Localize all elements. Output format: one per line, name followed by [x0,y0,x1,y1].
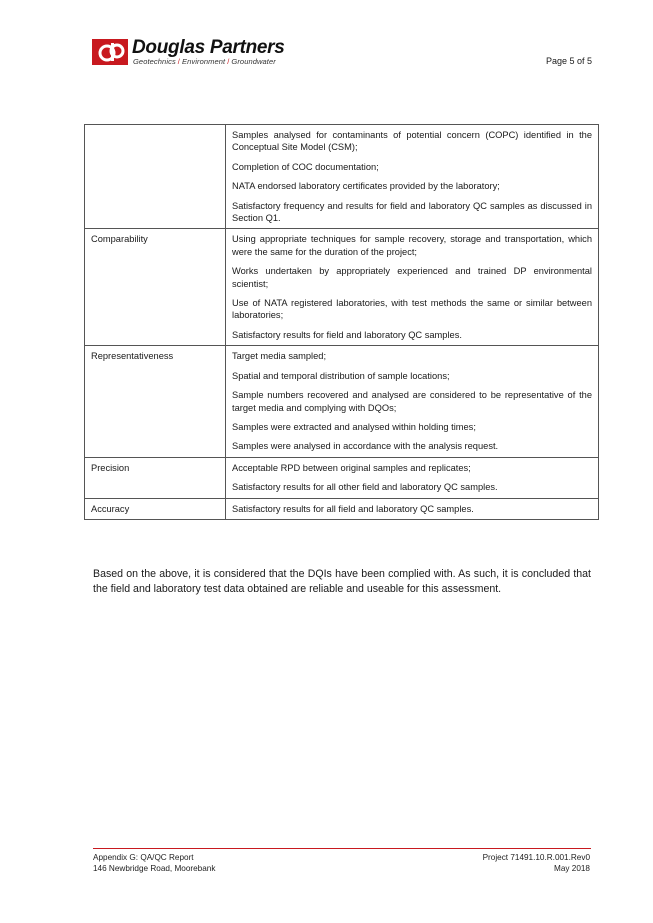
footer-date: May 2018 [554,863,590,873]
list-item: Samples were analysed in accordance with the analysis request. [232,441,499,452]
criterion-cell: Precision [85,457,226,498]
list-item: Completion of COC documentation; [232,161,379,172]
list-item: Samples were extracted and analysed within holding times; [232,421,476,432]
items-cell [226,125,599,229]
list-item: Using appropriate techniques for sample recovery, storage and transportation, which were the same for the duration of the project; [232,234,592,257]
footer-right [440,853,590,874]
list-item: Satisfactory results for all other field and laboratory QC samples. [232,482,498,493]
company-logo [92,37,307,67]
tagline-geotechnics: Geotechnics [133,57,176,66]
criterion-cell: Accuracy [85,498,226,519]
company-name: Douglas Partners [132,37,285,58]
items-cell [226,229,599,346]
douglas-partners-logo-icon [92,39,128,65]
footer-divider [93,848,591,849]
table-row [85,498,599,519]
list-item: Satisfactory results for all field and laboratory QC samples. [232,503,474,514]
list-item: Works undertaken by appropriately experienced and trained DP environmental scientist; [232,266,592,289]
footer-left [93,853,215,874]
dqi-table [84,124,599,520]
tagline-groundwater: Groundwater [231,57,276,66]
criterion-cell: Representativeness [85,346,226,457]
criterion-cell [85,125,226,229]
list-item: Sample numbers recovered and analysed are considered to be representative of the target media and complying with DQOs; [232,390,592,413]
tagline-environment: Environment [181,57,226,66]
list-item: Spatial and temporal distribution of sample locations; [232,370,450,381]
footer-site-address: 146 Newbridge Road, Moorebank [93,863,216,873]
table-row [85,457,599,498]
conclusion-paragraph: Based on the above, it is considered that the DQIs have been complied with. As such, it is concluded that the field and laboratory test data obtained are reliable and useable for this assessment. [93,568,591,595]
items-cell [226,498,599,519]
list-item: Use of NATA registered laboratories, with test methods the same or similar between laboratories; [232,298,592,321]
list-item: Satisfactory results for field and laboratory QC samples. [232,329,462,340]
list-item: Acceptable RPD between original samples and replicates; [232,462,471,473]
list-item: Satisfactory frequency and results for field and laboratory QC samples as discussed in Section Q1. [232,200,592,224]
items-cell [226,346,599,457]
page-number: Page 5 of 5 [545,56,592,66]
items-cell [226,457,599,498]
table-row [85,125,599,229]
criterion-cell: Comparability [85,229,226,346]
company-tagline: Geotechnics / Environment / Groundwater [133,57,276,66]
footer-report-title: Appendix G: QA/QC Report [93,853,194,862]
table-row [85,229,599,346]
list-item: Samples analysed for contaminants of potential concern (COPC) identified in the Conceptual Site Model (CSM); [232,130,592,153]
table-row [85,346,599,457]
list-item: NATA endorsed laboratory certificates provided by the laboratory; [232,181,500,192]
list-item: Target media sampled; [232,351,327,362]
footer-project-number: Project 71491.10.R.001.Rev0 [482,853,590,862]
